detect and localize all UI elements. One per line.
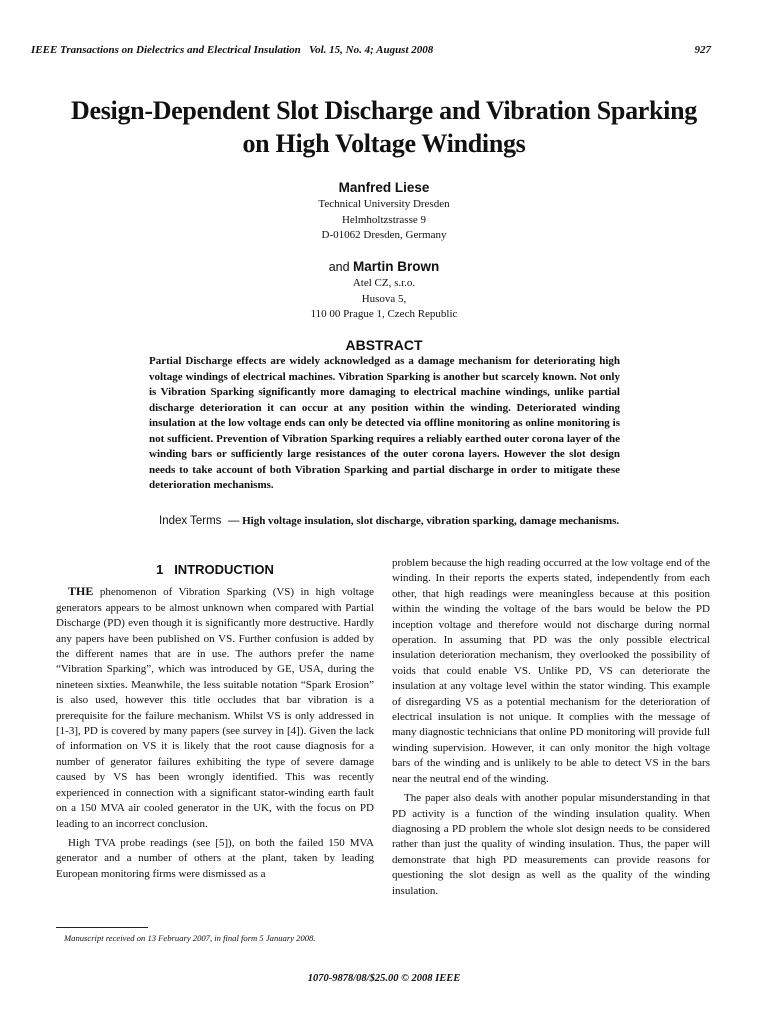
author-block-2: [0, 259, 768, 323]
abstract-heading: ABSTRACT: [345, 337, 423, 353]
affiliation-line: D-01062 Dresden, Germany: [321, 229, 447, 241]
index-terms-text: High voltage insulation, slot discharge, vibration sparking, damage mechanisms.: [242, 515, 620, 527]
index-terms-label: Index Terms —: [159, 515, 240, 527]
footnote-divider: [56, 927, 148, 928]
affiliation-line: 110 00 Prague 1, Czech Republic: [310, 308, 458, 320]
affiliation-line: Atel CZ, s.r.o.: [352, 277, 416, 289]
author-line: [0, 259, 768, 274]
author-name: Manfred Liese: [338, 180, 430, 195]
index-terms: [149, 514, 620, 530]
paragraph: problem because the high reading occurred at the low voltage end of the winding. In their reports the experts stated, independently from each other, that high readings were meaningless because at this position within the winding the voltage of the bars would be below the PD inception voltage and therefore would not discharge during normal operation. In assuming that PD was the only possible electrical insulation deterioration mechanism, they overlooked the possibility of voids that could enable VS. Unlike PD, VS can deteriorate the insulation at any voltage level within the stator winding. This example of disregarding VS as a potential mechanism for the deterioration of electrical insulation is not unique. It complies with the message of many diagnostic technicians that online PD monitoring will provide full winding supervision. However, it can only monitor the high voltage bars of the winding and is unlikely to be able to detect VS in the bars near the neutral end of the winding.: [392, 557, 710, 785]
right-column: [392, 556, 710, 903]
abstract-text: Partial Discharge effects are widely acknowledged as a damage mechanism for deteriorating high voltage windings of electrical machines. Vibration Sparking is another but scarcely known. Not only is Vibration Sparking significantly more damaging to electrical machine windings, unlike partial discharge deterioration it can occur at any position within the winding. Deteriorated winding insulation at the low voltage ends can only be detected via offline monitoring as online monitoring is not sufficient. Prevention of Vibration Sparking requires a reliably earthed outer corona layer of the winding bars or sufficiently large resistances of the outer corona layers. However the slot design needs to take account of both Vibration Sparking and partial discharge in order to mitigate these deterioration mechanisms.: [149, 355, 620, 491]
paper-title: [40, 94, 728, 160]
paragraph-text: phenomenon of Vibration Sparking (VS) in high voltage generators appears to be almost unknown when compared with Partial Discharge (PD) even though it is significantly more destructive. Hardly any papers have been published on VS. Further confusion is added by the different names that are in use. The authors prefer the name “Vibration Sparking”, which was introduced by GE, USA, during the nineteen sixties. Meanwhile, the less suitable notation “Spark Erosion” is also used, however this title occludes that bar vibration is a prerequisite for the failure mechanism. Whilst VS is only addressed in [1-3], PD is covered by many papers (see survey in [4]). Given the lack of information on VS it is likely that the root cause diagnosis for a number of generator failures exhibiting the type of severe damage caused by VS has been wrongly identified. This was recently experienced in connection with a significant stator-winding earth fault on a 150 MVA air cooled generator in the UK, with the focus on PD leading to an incorrect conclusion.: [56, 586, 374, 830]
affiliation-line: Helmholtzstrasse 9: [341, 213, 426, 226]
lead-word: THE: [68, 584, 94, 599]
copyright-footer: 1070-9878/08/$25.00 © 2008 IEEE: [307, 973, 461, 984]
affiliation-line: Technical University Dresden: [318, 198, 450, 210]
paragraph: [56, 584, 374, 832]
left-column: [56, 562, 374, 886]
page-number: 927: [694, 44, 711, 56]
title-line-2: on High Voltage Windings: [242, 129, 526, 158]
running-header: [31, 44, 711, 56]
footnote: Manuscript received on 13 February 2007, in final form 5 January 2008.: [64, 933, 316, 943]
paragraph: The paper also deals with another popular misunderstanding in that PD activity is a function of the winding insulation quality. When diagnosing a PD problem the whole slot design needs to be considered rather than just the quality of winding insulation. Thus, the paper will demonstrate that high PD measurements can provide reasons for questioning the slot design as well as the quality of the winding insulation.: [392, 792, 710, 897]
affiliation-line: Husova 5,: [361, 292, 407, 305]
title-line-1: Design-Dependent Slot Discharge and Vibration Sparking: [71, 96, 697, 125]
author-conjunction: and: [328, 260, 354, 274]
author-block-1: [0, 180, 768, 244]
section-heading: 1 INTRODUCTION: [156, 562, 274, 577]
author-name: Martin Brown: [353, 259, 440, 274]
paragraph: High TVA probe readings (see [5]), on both the failed 150 MVA generator and a number of others at the plant, taken by leading European monitoring firms were dismissed as a: [56, 836, 374, 880]
journal-info: IEEE Transactions on Dielectrics and Electrical Insulation Vol. 15, No. 4; August 2008: [31, 44, 434, 56]
